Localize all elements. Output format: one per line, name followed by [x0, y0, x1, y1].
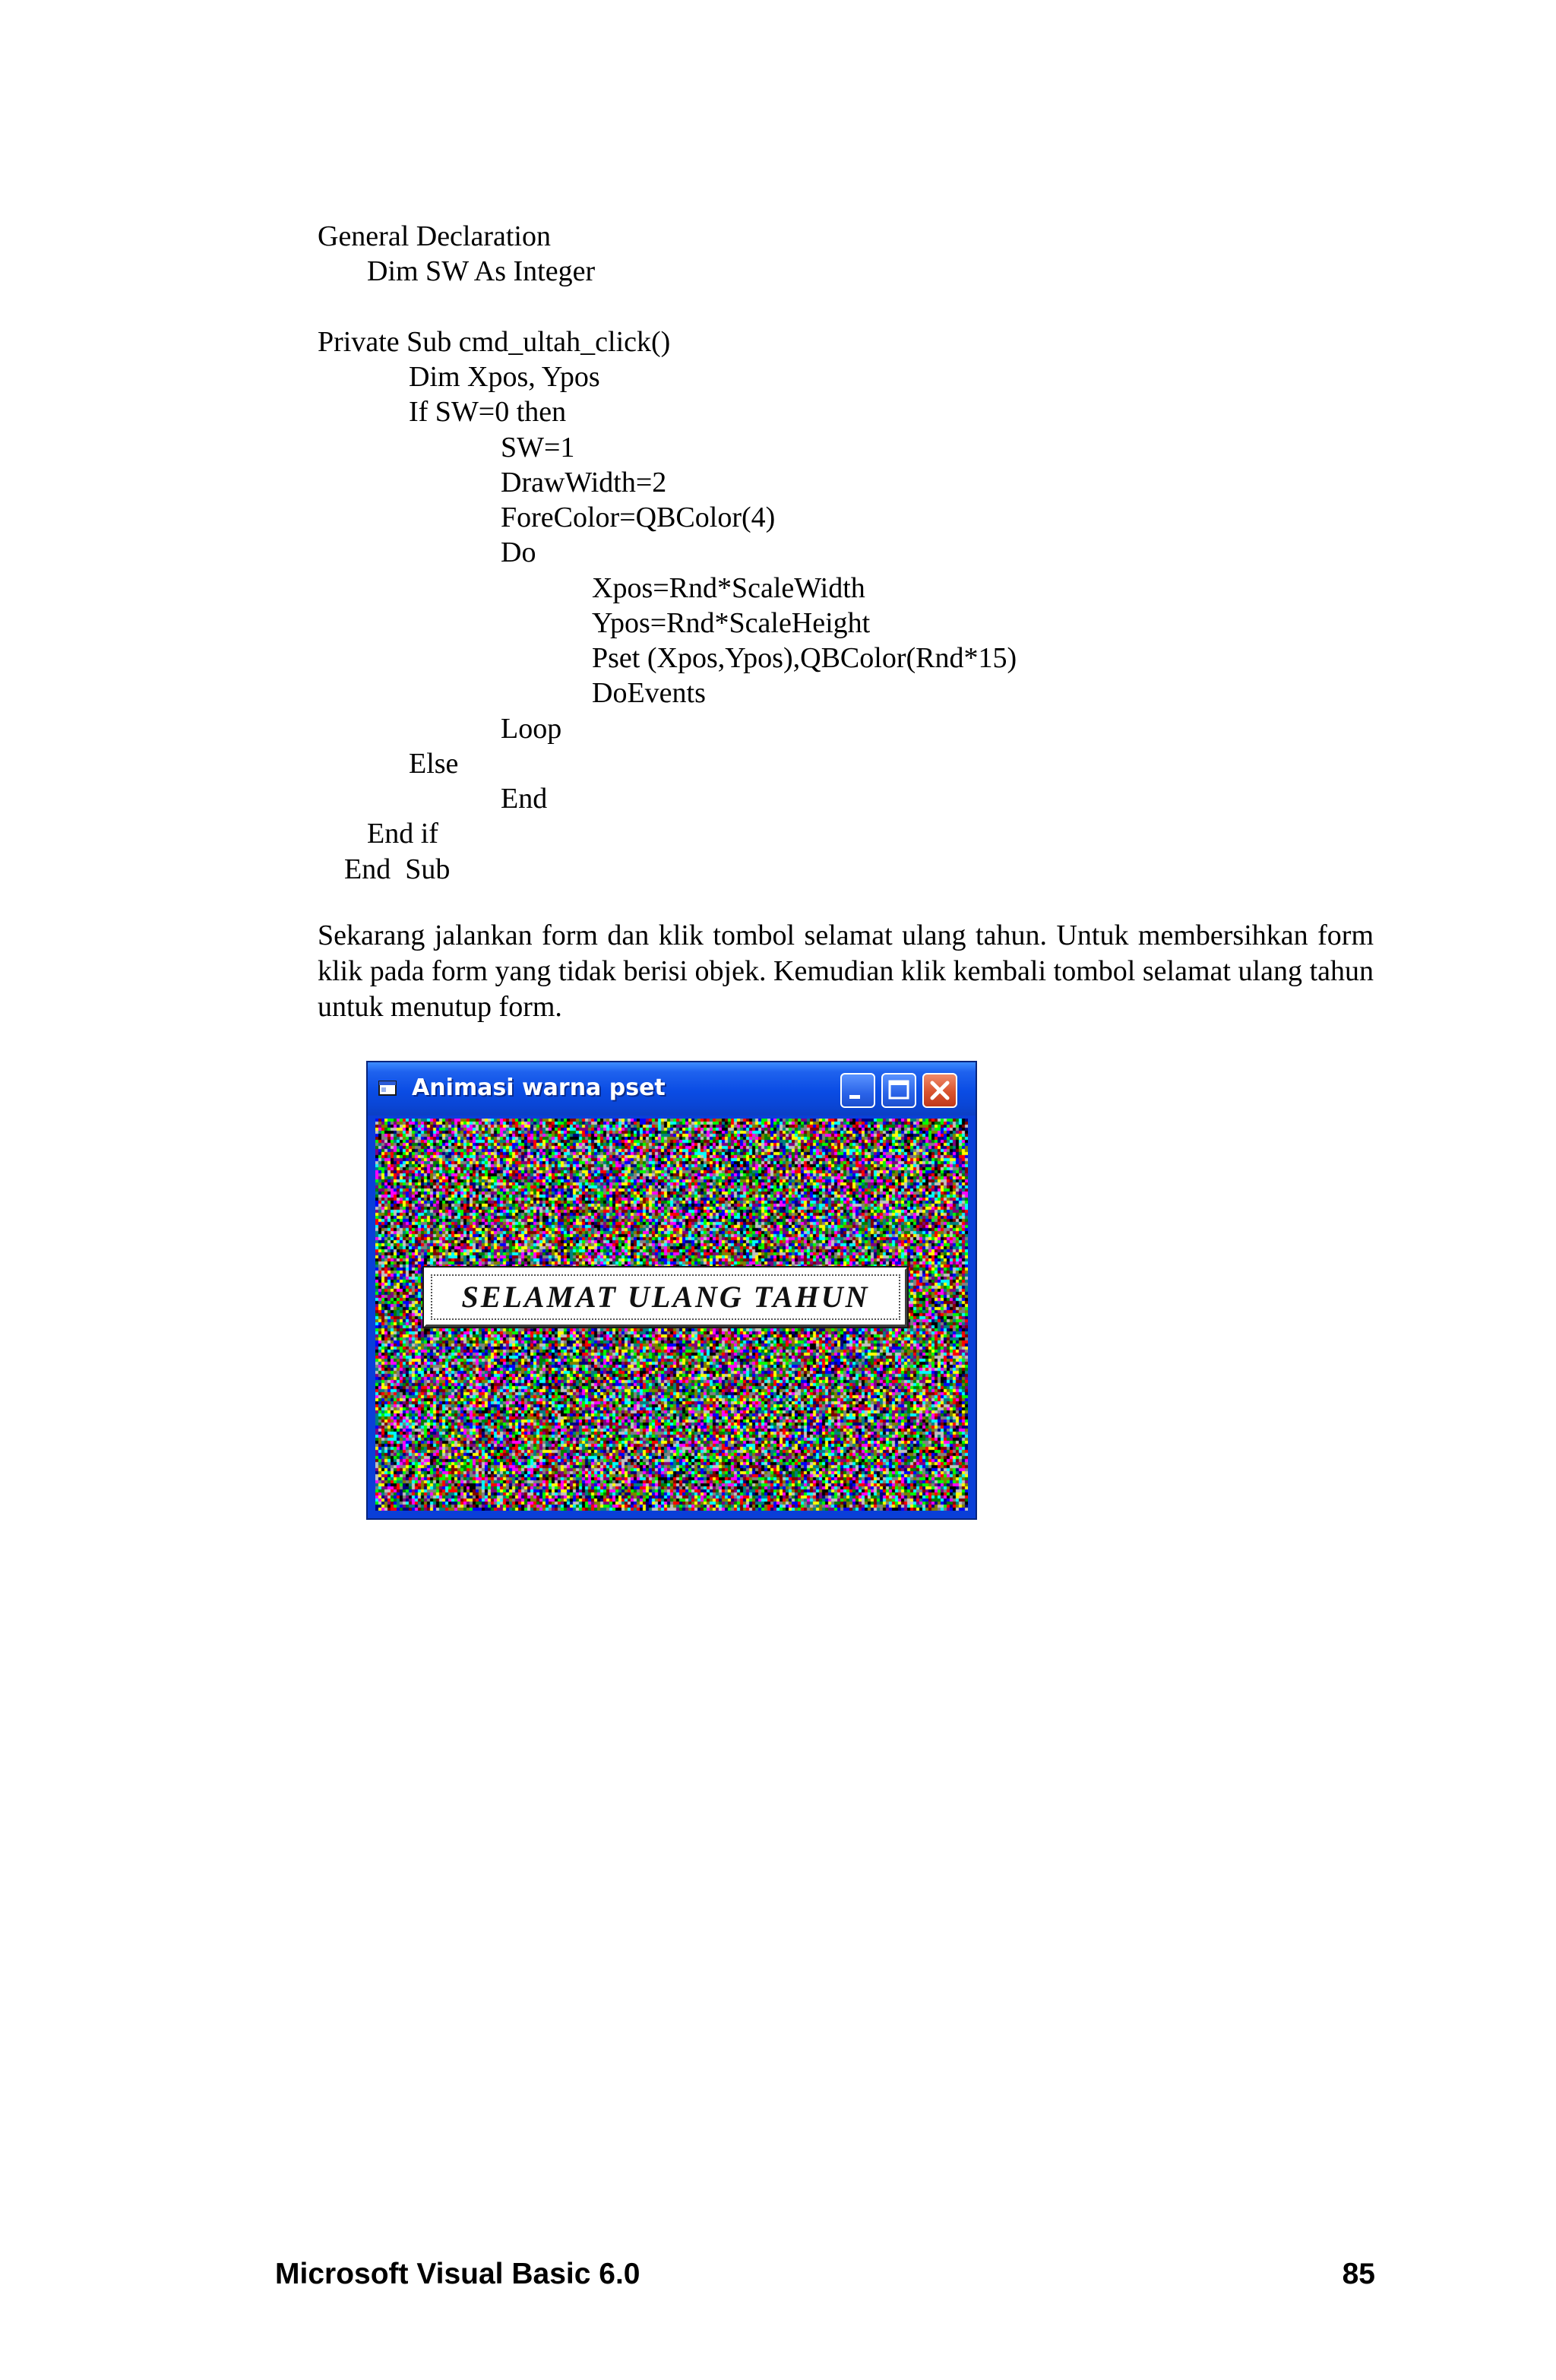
code-line: General Declaration — [318, 220, 551, 252]
code-line: Private Sub cmd_ultah_click() — [318, 326, 671, 358]
code-line: Xpos=Rnd*ScaleWidth — [592, 572, 865, 604]
minimize-button[interactable] — [840, 1073, 875, 1108]
maximize-icon — [883, 1074, 915, 1106]
footer-title: Microsoft Visual Basic 6.0 — [275, 2258, 640, 2290]
cmd-ultah-button[interactable] — [424, 1268, 907, 1327]
cmd-ultah-label: SELAMAT ULANG TAHUN — [461, 1280, 870, 1314]
code-line: End Sub — [344, 853, 451, 885]
code-line: Ypos=Rnd*ScaleHeight — [592, 607, 871, 639]
minimize-icon — [842, 1074, 874, 1106]
title-bar[interactable] — [368, 1062, 976, 1116]
code-line: If SW=0 then — [409, 396, 567, 428]
code-line: End if — [367, 818, 438, 850]
instruction-paragraph: Sekarang jalankan form dan klik tombol selamat ulang tahun. Untuk membersihkan form klik pada form yang tidak berisi objek. Kemudian klik kembali tombol selamat ulang tahun untuk menutup form. — [318, 919, 1374, 1023]
code-line: Do — [501, 536, 536, 568]
code-line: ForeColor=QBColor(4) — [501, 502, 776, 533]
form-icon — [378, 1081, 397, 1096]
code-line: End — [501, 783, 548, 815]
code-line: Else — [409, 748, 459, 780]
code-line: Pset (Xpos,Ypos),QBColor(Rnd*15) — [592, 642, 1017, 674]
code-line: SW=1 — [501, 432, 575, 464]
maximize-button[interactable] — [881, 1073, 916, 1108]
form-client-area[interactable] — [375, 1119, 968, 1511]
code-line: DrawWidth=2 — [501, 467, 667, 498]
form-window-screenshot — [366, 1061, 977, 1520]
code-line: Loop — [501, 713, 562, 745]
close-icon — [924, 1074, 956, 1106]
code-line: DoEvents — [592, 677, 706, 709]
close-button[interactable] — [922, 1073, 957, 1108]
window-title: Animasi warna pset — [412, 1074, 666, 1101]
page-number: 85 — [1342, 2258, 1375, 2290]
code-line: Dim Xpos, Ypos — [409, 361, 600, 393]
code-line: Dim SW As Integer — [367, 255, 596, 287]
